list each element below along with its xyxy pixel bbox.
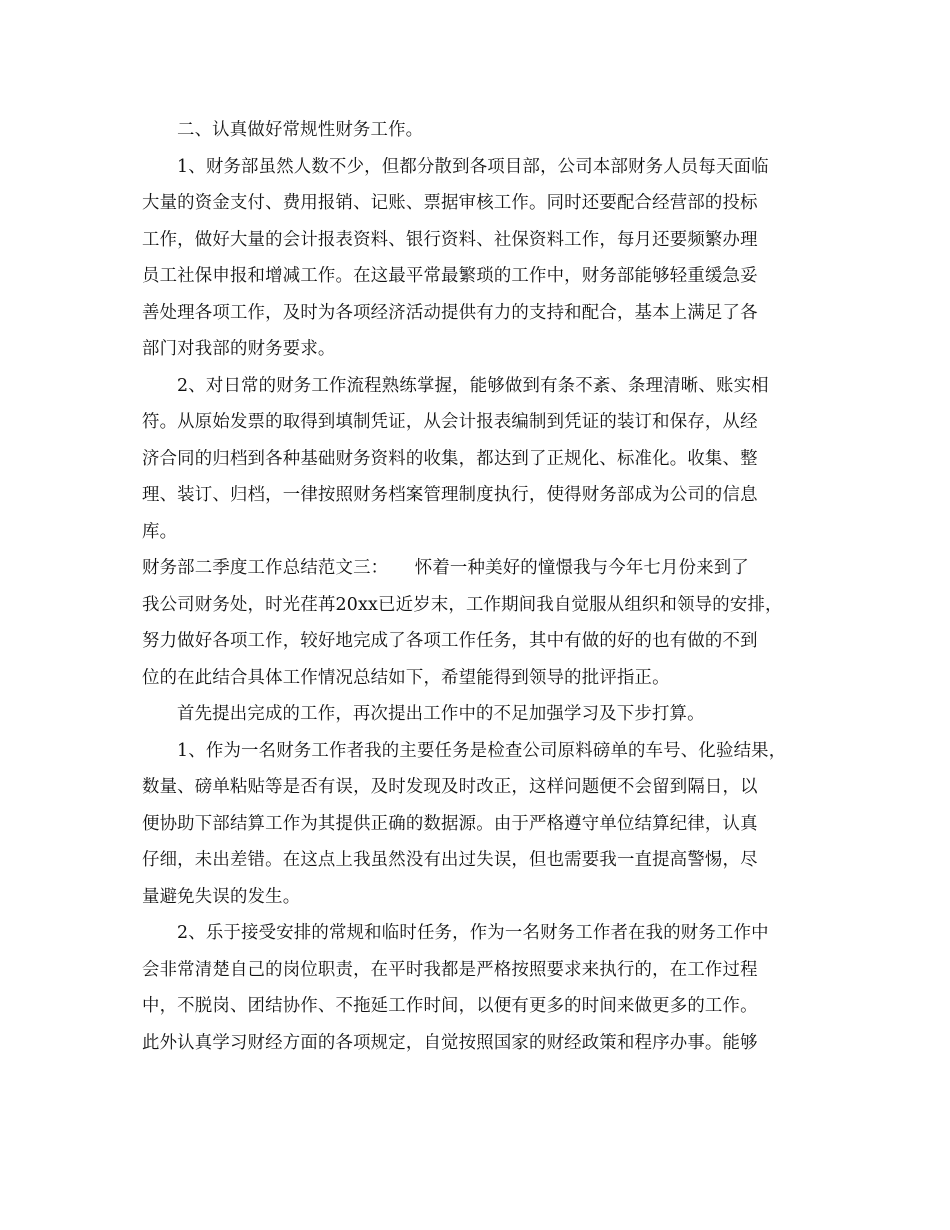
paragraph-line: 1、作为一名财务工作者我的主要任务是检查公司原料磅单的车号、化验结果，	[177, 741, 787, 761]
paragraph-line: 位的在此结合具体工作情况总结如下，希望能得到领导的批评指正。	[142, 668, 670, 688]
paragraph-line: 1、财务部虽然人数不少，但都分散到各项目部，公司本部财务人员每天面临	[177, 157, 769, 177]
paragraph-line: 善处理各项工作，及时为各项经济活动提供有力的支持和配合，基本上满足了各	[142, 303, 758, 323]
paragraph-line: 会非常清楚自己的岗位职责，在平时我都是严格按照要求来执行的，在工作过程	[142, 960, 758, 980]
section-title-line: 财务部二季度工作总结范文三： 怀着一种美好的憧憬我与今年七月份来到了	[142, 558, 749, 578]
paragraph-line: 员工社保申报和增减工作。在这最平常最繁琐的工作中，财务部能够轻重缓急妥	[142, 266, 758, 286]
paragraph-line: 努力做好各项工作，较好地完成了各项工作任务，其中有做的好的也有做的不到	[142, 631, 758, 651]
paragraph-line: 工作，做好大量的会计报表资料、银行资料、社保资料工作，每月还要频繁办理	[142, 230, 758, 250]
paragraph-line: 便协助下部结算工作为其提供正确的数据源。由于严格遵守单位结算纪律，认真	[142, 814, 758, 834]
paragraph-line: 2、乐于接受安排的常规和临时任务，作为一名财务工作者在我的财务工作中	[177, 923, 769, 943]
paragraph-line: 首先提出完成的工作，再次提出工作中的不足加强学习及下步打算。	[177, 704, 705, 724]
paragraph-line: 大量的资金支付、费用报销、记账、票据审核工作。同时还要配合经营部的投标	[142, 193, 758, 213]
paragraph-line: 中，不脱岗、团结协作、不拖延工作时间，以便有更多的时间来做更多的工作。	[142, 996, 758, 1016]
paragraph-line: 数量、磅单粘贴等是否有误，及时发现及时改正，这样问题便不会留到隔日，以	[142, 777, 758, 797]
paragraph-line: 我公司财务处，时光荏苒20xx已近岁末，工作期间我自觉服从组织和领导的安排，	[142, 595, 783, 615]
paragraph-line: 济合同的归档到各种基础财务资料的收集，都达到了正规化、标准化。收集、整	[142, 449, 758, 469]
paragraph-line: 仔细，未出差错。在这点上我虽然没有出过失误，但也需要我一直提高警惕，尽	[142, 850, 758, 870]
paragraph-line: 此外认真学习财经方面的各项规定，自觉按照国家的财经政策和程序办事。能够	[142, 1033, 758, 1053]
paragraph-line: 部门对我部的财务要求。	[142, 339, 336, 359]
paragraph-line: 符。从原始发票的取得到填制凭证，从会计报表编制到凭证的装订和保存，从经	[142, 412, 758, 432]
section-heading: 二、认真做好常规性财务工作。	[177, 120, 424, 140]
paragraph-line: 库。	[142, 522, 178, 542]
paragraph-line: 理、装订、归档，一律按照财务档案管理制度执行，使得财务部成为公司的信息	[142, 485, 758, 505]
paragraph-line: 量避免失误的发生。	[142, 887, 301, 907]
paragraph-line: 2、对日常的财务工作流程熟练掌握，能够做到有条不紊、条理清晰、账实相	[177, 376, 769, 396]
